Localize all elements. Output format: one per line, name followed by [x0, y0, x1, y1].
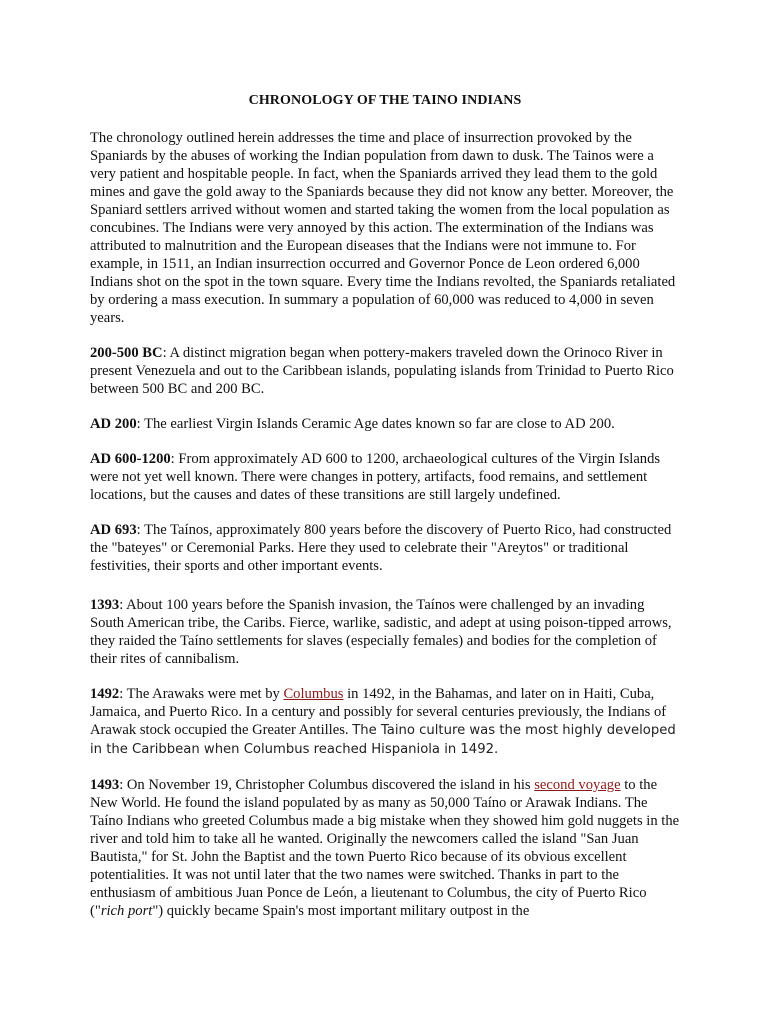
- entry-date: 1393: [90, 597, 120, 613]
- entry-1393: [90, 596, 680, 668]
- entry-text: : On November 19, Christopher Columbus discovered the island in his: [119, 777, 535, 793]
- entry-text: : From approximately AD 600 to 1200, archaeological cultures of the Virgin Islands were not yet well known. There were changes in pottery, artifacts, food remains, and settlement locations, but the causes and dates of these transitions are still largely undefined.: [90, 451, 661, 503]
- entry-1493: [90, 776, 680, 920]
- entry-date: AD 600-1200: [90, 451, 171, 467]
- entry-date: 1493: [90, 777, 120, 793]
- entry-text: : The Arawaks were met by: [119, 686, 284, 702]
- entry-date: 200-500 BC: [90, 345, 163, 361]
- entry-date: AD 200: [90, 416, 137, 432]
- entry-text: : About 100 years before the Spanish invasion, the Taínos were challenged by an invading South American tribe, the Caribs. Fierce, warlike, sadistic, and adept at using poison-tipped arrows, they raided the Taíno settlements for slaves (especially females) and bodies for the completion of their rites of cannibalism.: [90, 597, 672, 667]
- entry-text: : A distinct migration began when pottery-makers traveled down the Orinoco River in present Venezuela and out to the Caribbean islands, populating islands from Trinidad to Puerto Rico between 500 BC and 200 BC.: [90, 345, 674, 397]
- intro-paragraph: [90, 129, 680, 327]
- document-page: [90, 92, 680, 937]
- entry-text: in 1492, in the Bahamas, and later on in Haiti, Cuba, Jamaica, and Puerto Rico. In a century and possibly for several centuries previously, the Indians of Arawak stock occupied the Greater Antilles.: [90, 686, 667, 738]
- intro-text: The chronology outlined herein addresses the time and place of insurrection provoked by the Spaniards by the abuses of working the Indian population from dawn to dusk. The Tainos were a very patient and hospitable people. In fact, when the Spaniards arrived they lead them to the gold mines and gave the gold away to the Spaniards because they did not know any better. Moreover, the Spaniard settlers arrived without women and started taking the women from the local population as concubines. The Indians were very annoyed by this action. The extermination of the Indians was attributed to malnutrition and the European diseases that the Indians were not immune to. For example, in 1511, an Indian insurrection occurred and Governor Ponce de Leon ordered 6,000 Indians shot on the spot in the town square. Every time the Indians revolted, the Spaniards retaliated by ordering a mass execution. In summary a population of 60,000 was reduced to 4,000 in seven years.: [90, 130, 676, 326]
- entry-date: 1492: [90, 686, 120, 702]
- entry-1492: [90, 685, 680, 759]
- document-title: CHRONOLOGY OF THE TAINO INDIANS: [248, 93, 522, 108]
- entry-text: ") quickly became Spain's most important military outpost in the: [152, 903, 530, 919]
- italic-text: rich port: [100, 903, 153, 919]
- entry-date: AD 693: [90, 522, 137, 538]
- entry-text: : The Taínos, approximately 800 years before the discovery of Puerto Rico, had constructed the "bateyes" or Ceremonial Parks. Here they used to celebrate their "Areytos" or traditional festivities, their sports and other important events.: [90, 522, 672, 574]
- entry-ad-693: [90, 521, 680, 575]
- entry-200-500-bc: [90, 344, 680, 398]
- entry-text: to the New World. He found the island populated by as many as 50,000 Taíno or Arawak Indians. The Taíno Indians who greeted Columbus made a big mistake when they showed him gold nuggets in the river and told him to take all he wanted. Originally the newcomers called the island "San Juan Bautista," for St. John the Baptist and the town Puerto Rico because of its obvious excellent potentialities. It was not until later that the two names were switched. Thanks in part to the enthusiasm of ambitious Juan Ponce de León, a lieutenant to Columbus, the city of Puerto Rico (": [90, 777, 680, 919]
- entry-ad-200: [90, 415, 680, 433]
- entry-text: : The earliest Virgin Islands Ceramic Age dates known so far are close to AD 200.: [136, 416, 615, 432]
- entry-text-sans: The Taino culture was the most highly developed in the Caribbean when Columbus reached Hispaniola in 1492.: [90, 723, 676, 757]
- second-voyage-link[interactable]: second voyage: [534, 777, 621, 793]
- columbus-link[interactable]: Columbus: [283, 686, 344, 702]
- entry-ad-600-1200: [90, 450, 680, 504]
